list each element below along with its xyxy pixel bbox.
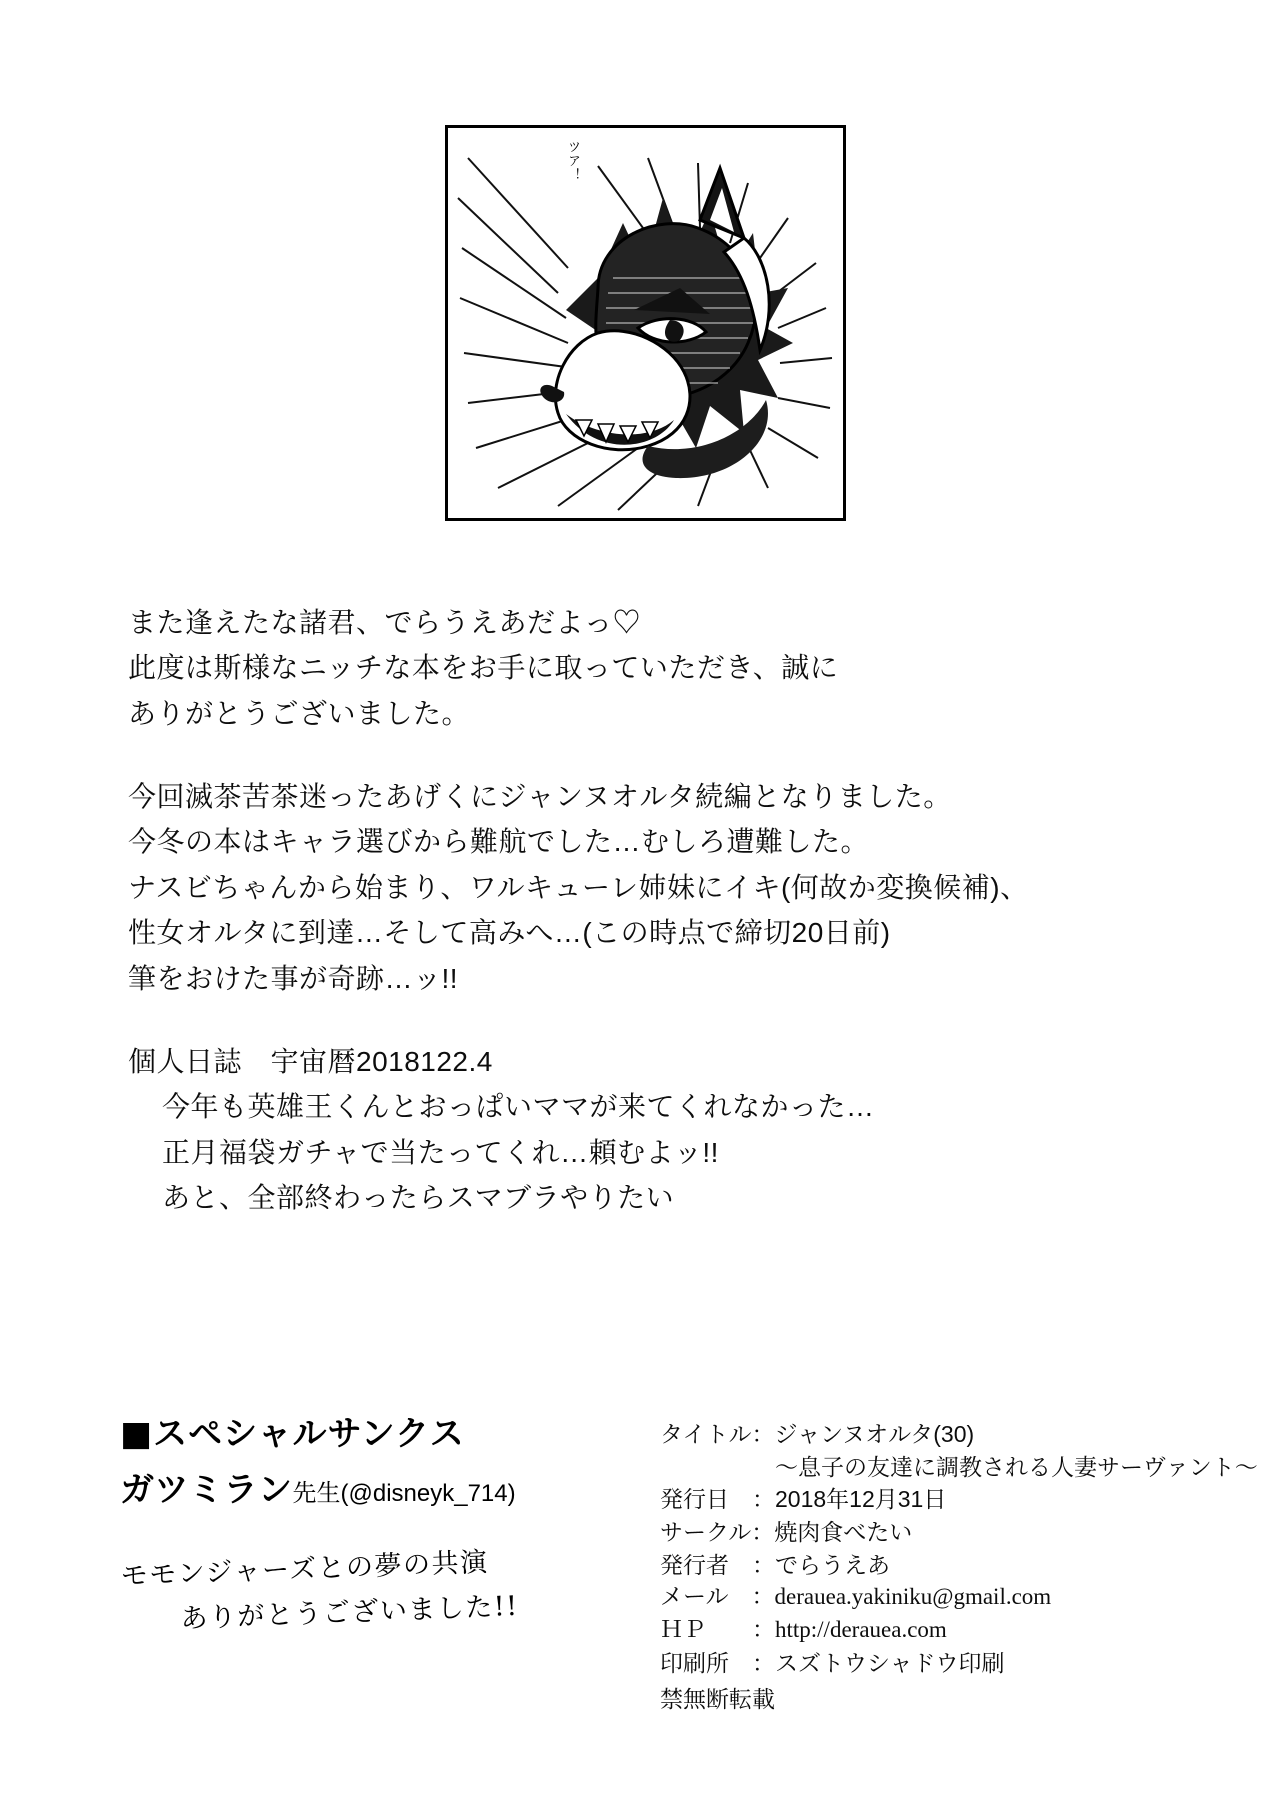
special-thanks-artist-name: ガツミラン <box>120 1469 293 1510</box>
special-thanks-artist-handle: 先生(@disneyk_714) <box>292 1479 516 1507</box>
afterword-line: ナスビちゃんから始まり、ワルキューレ姉妹にイキ(何故か変換候補)、 <box>128 871 1029 903</box>
afterword-line: 今冬の本はキャラ選びから難航でした…むしろ遭難した。 <box>128 826 870 858</box>
colophon-subtitle: 〜息子の友達に調教される人妻サーヴァント〜 <box>660 1453 1258 1480</box>
afterword-paragraph-production <box>128 774 1148 1001</box>
afterword-line: 筆をおけた事が奇跡…ッ!! <box>128 962 459 994</box>
afterword-line: ありがとうございました。 <box>128 697 471 729</box>
colophon-date: 発行日 ：2018年12月31日 <box>660 1486 947 1513</box>
colophon-block <box>660 1418 1258 1716</box>
afterword-paragraph-diary <box>128 1039 1148 1220</box>
colophon-mail[interactable]: メール ：derauea.yakiniku@gmail.com <box>660 1584 1052 1610</box>
panel-caption-main: ツア！ <box>566 140 581 182</box>
wolf-illustration-icon <box>448 128 843 518</box>
diary-line: あと、全部終わったらスマブラやりたい <box>162 1181 675 1213</box>
afterword-line: また逢えたな諸君、でらうえあだよっ♡ <box>128 607 642 638</box>
handwritten-line-1: モモンジャーズとの夢の共演 <box>120 1546 490 1592</box>
colophon-author: 発行者 ：でらうえあ <box>660 1551 890 1578</box>
afterword-paragraph-greeting <box>128 600 1148 736</box>
special-thanks-block <box>120 1412 640 1644</box>
afterword-text <box>128 600 1148 1220</box>
handwritten-message <box>120 1535 643 1644</box>
afterword-line: 性女オルタに到達…そして高みへ…(この時点で締切20日前) <box>128 917 891 949</box>
diary-line: 正月福袋ガチャで当たってくれ…頼むよッ!! <box>162 1136 719 1168</box>
diary-heading: 個人日誌 宇宙暦2018122.4 <box>128 1045 493 1077</box>
colophon-printer: 印刷所 ：スズトウシャドウ印刷 <box>660 1649 1005 1676</box>
copyright-notice: 禁無断転載 <box>660 1686 775 1713</box>
illustration-panel <box>445 125 846 521</box>
colophon-homepage[interactable]: ＨＰ ：http://derauea.com <box>660 1616 947 1642</box>
special-thanks-heading: ■スペシャルサンクス <box>120 1414 465 1454</box>
afterword-line: 此度は斯様なニッチな本をお手に取っていただき、誠に <box>128 652 839 684</box>
afterword-line: 今回滅茶苦茶迷ったあげくにジャンヌオルタ続編となりました。 <box>128 781 952 813</box>
colophon-title: タイトル：ジャンヌオルタ(30) <box>660 1421 975 1447</box>
colophon-circle: サークル：焼肉食べたい <box>660 1518 913 1545</box>
diary-line: 今年も英雄王くんとおっぱいママが来てくれなかった… <box>162 1091 875 1123</box>
handwritten-line-2: ありがとうございました!! <box>179 1590 520 1635</box>
